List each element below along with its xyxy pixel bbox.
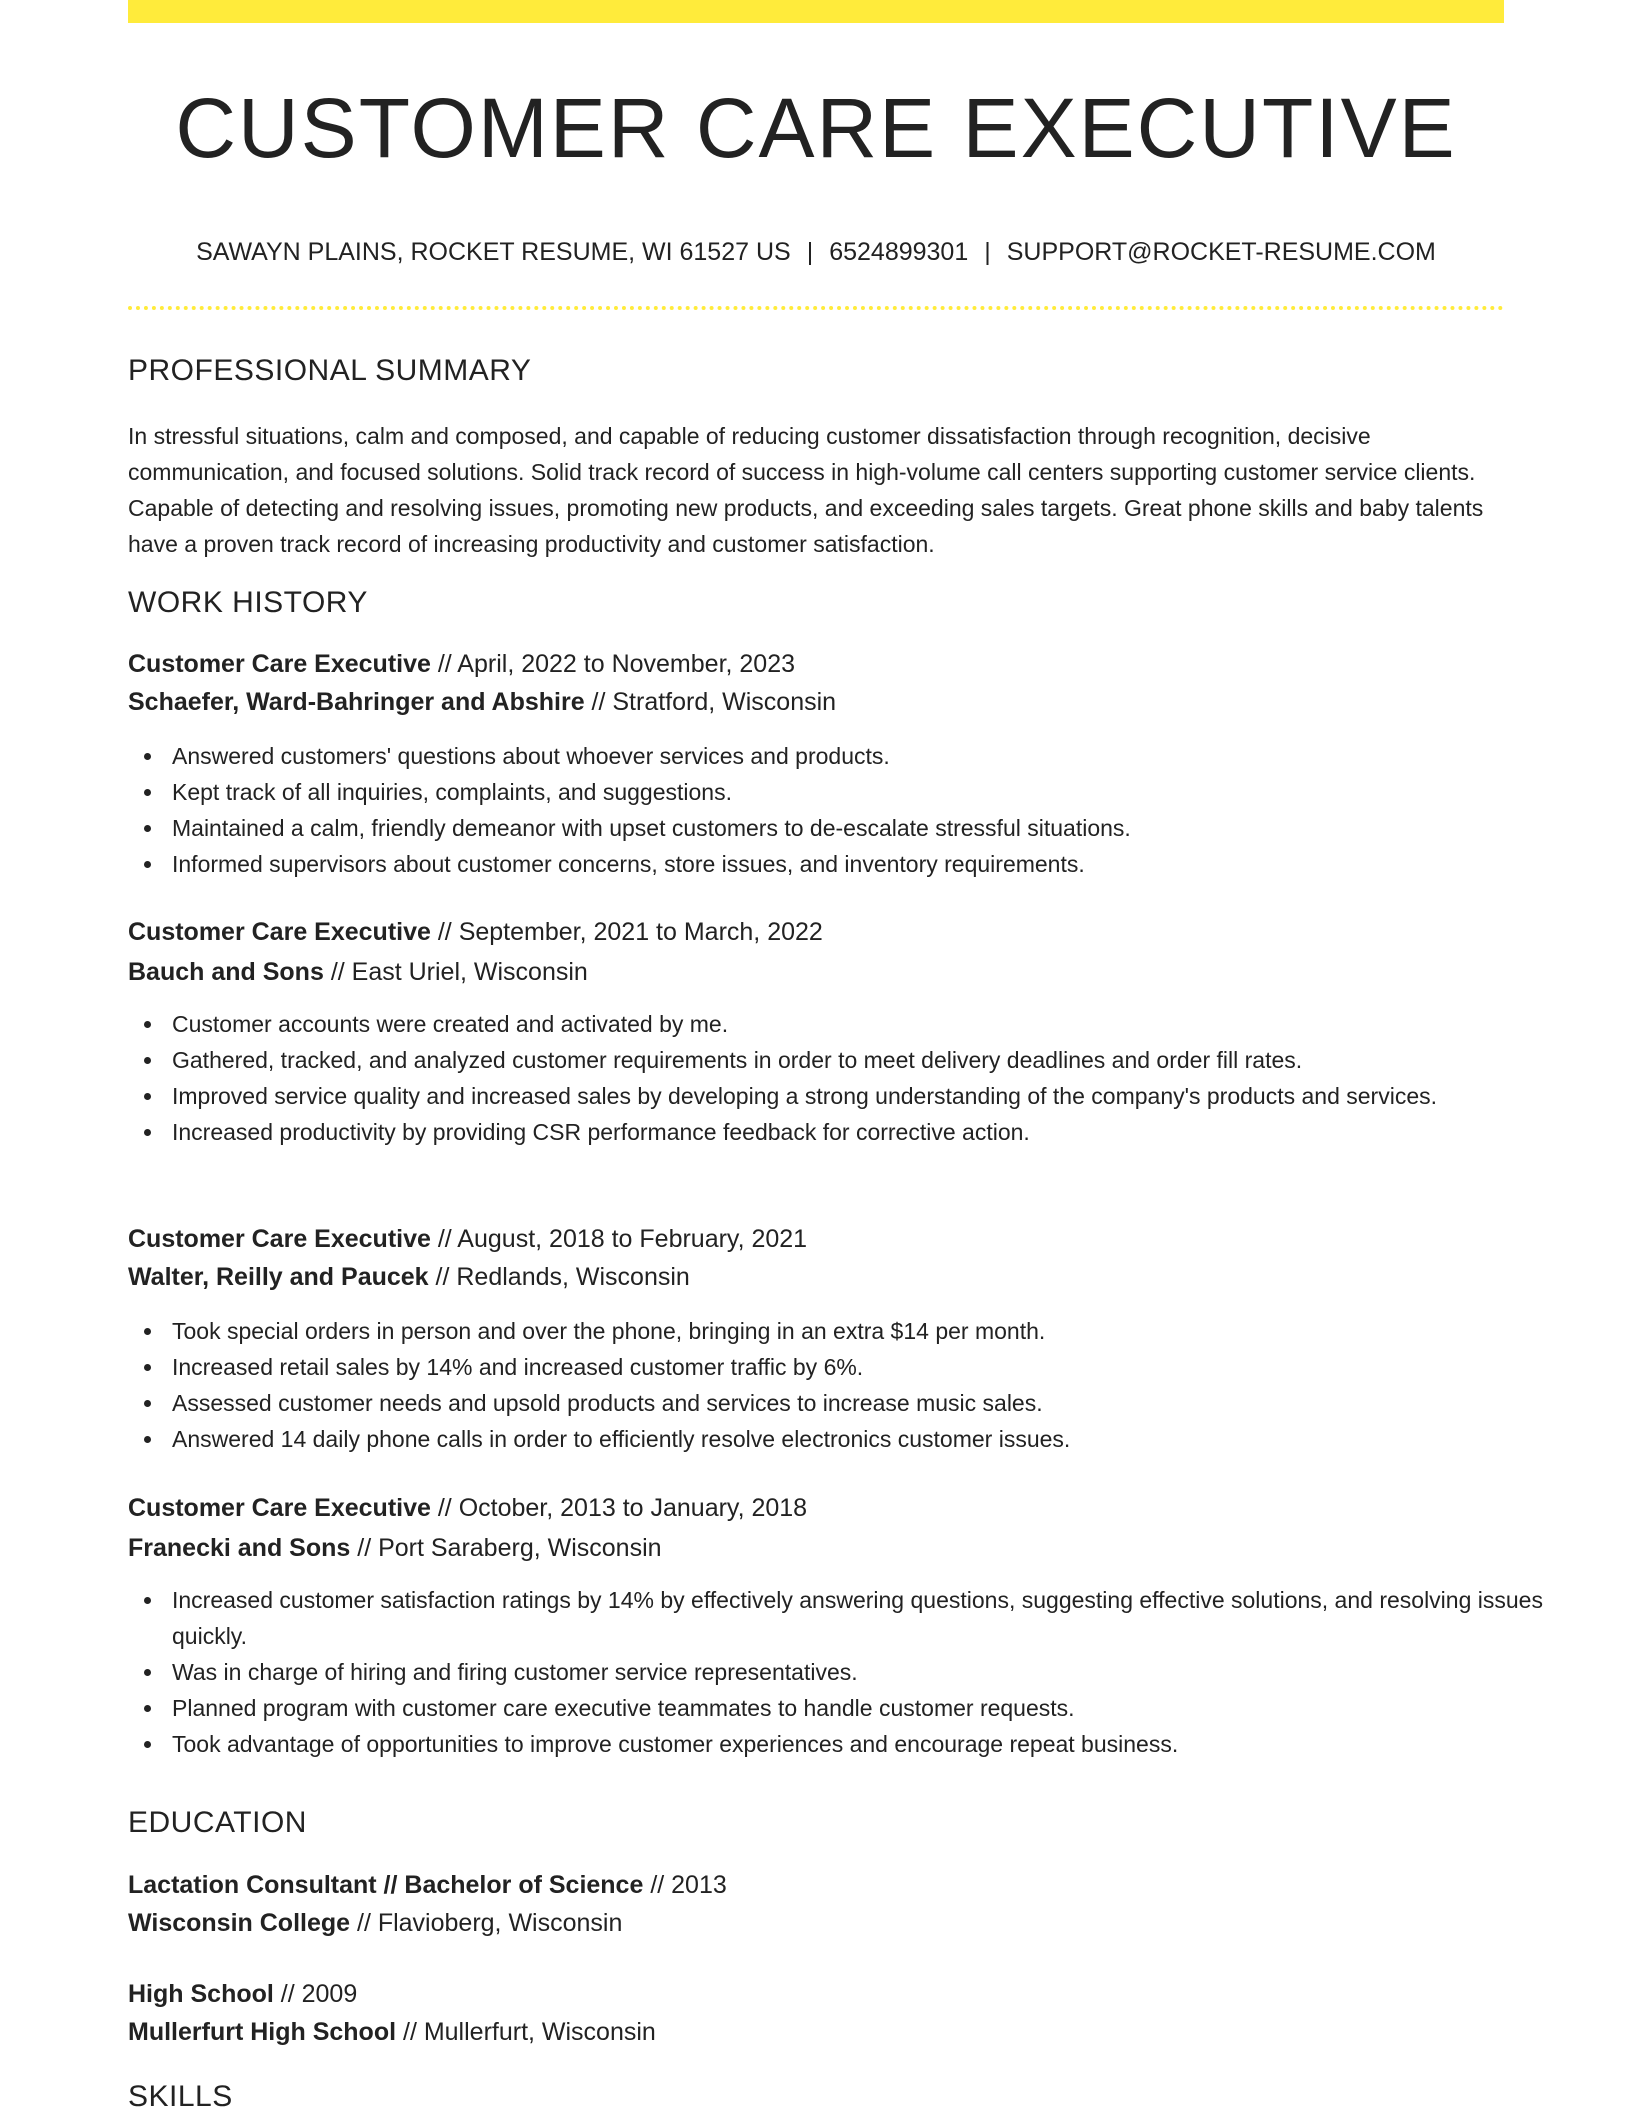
education-degree-line: [128, 1980, 357, 2009]
job-role: Customer Care Executive: [128, 1494, 431, 1522]
summary-paragraph: In stressful situations, calm and composed, and capable of reducing customer dissatisfaction through recognition, decisive communication, and focused solutions. Solid track record of success in high-volume call centers supporting customer service clients. Capable of detecting and resolving issues, promoting new products, and exceeding sales targets. Great phone skills and baby talents have a proven track record of increasing productivity and customer satisfaction.: [128, 423, 1484, 557]
contact-separator: |: [984, 238, 991, 266]
list-item: Informed supervisors about customer concerns, store issues, and inventory requirements.: [172, 846, 1548, 882]
job-company: Schaefer, Ward-Bahringer and Abshire: [128, 688, 585, 716]
contact-address: SAWAYN PLAINS, ROCKET RESUME, WI 61527 US: [196, 238, 791, 266]
job-company: Bauch and Sons: [128, 958, 324, 986]
section-title-work-history: WORK HISTORY: [128, 586, 368, 619]
job-company: Walter, Reilly and Paucek: [128, 1263, 429, 1291]
job-title-line: [128, 918, 823, 947]
list-item: Kept track of all inquiries, complaints, and suggestions.: [172, 774, 1548, 810]
dotted-divider: [128, 306, 1504, 310]
job-company-line: [128, 688, 836, 717]
job-dates: // October, 2013 to January, 2018: [430, 1494, 808, 1522]
job-role: Customer Care Executive: [128, 1225, 431, 1253]
list-item: Was in charge of hiring and firing customer service representatives.: [172, 1654, 1548, 1690]
job-dates: // April, 2022 to November, 2023: [430, 650, 796, 678]
job-location: // East Uriel, Wisconsin: [323, 958, 588, 986]
job-title-line: [128, 650, 795, 679]
job-company-line: [128, 1263, 690, 1292]
job-dates: // September, 2021 to March, 2022: [430, 918, 823, 946]
education-degree: Lactation Consultant // Bachelor of Science: [128, 1871, 644, 1899]
section-title-education: EDUCATION: [128, 1806, 307, 1839]
job-title-line: [128, 1494, 807, 1523]
list-item: Answered 14 daily phone calls in order to efficiently resolve electronics customer issues.: [172, 1421, 1548, 1457]
education-degree-line: [128, 1871, 727, 1900]
education-school: Wisconsin College: [128, 1909, 351, 1937]
job-bullet-list: [128, 1313, 1548, 1457]
education-year: // 2009: [273, 1980, 358, 2008]
list-item: Gathered, tracked, and analyzed customer requirements in order to meet delivery deadlines and order fill rates.: [172, 1042, 1548, 1078]
job-location: // Port Saraberg, Wisconsin: [350, 1534, 662, 1562]
education-year: // 2013: [643, 1871, 727, 1899]
job-title-line: [128, 1225, 807, 1254]
job-company-line: [128, 1534, 662, 1563]
list-item: Assessed customer needs and upsold products and services to increase music sales.: [172, 1385, 1548, 1421]
accent-top-bar: [128, 0, 1504, 23]
contact-line: [128, 238, 1504, 267]
job-company: Franecki and Sons: [128, 1534, 351, 1562]
job-bullet-list: [128, 738, 1548, 882]
list-item: Increased customer satisfaction ratings by 14% by effectively answering questions, suggesting effective solutions, and resolving issues quickly.: [172, 1582, 1548, 1654]
job-role: Customer Care Executive: [128, 650, 431, 678]
education-school-line: [128, 2018, 656, 2047]
list-item: Planned program with customer care executive teammates to handle customer requests.: [172, 1690, 1548, 1726]
education-degree: High School: [128, 1980, 274, 2008]
education-school: Mullerfurt High School: [128, 2018, 397, 2046]
resume-name-title: CUSTOMER CARE EXECUTIVE: [175, 81, 1457, 175]
list-item: Increased retail sales by 14% and increased customer traffic by 6%.: [172, 1349, 1548, 1385]
list-item: Answered customers' questions about whoever services and products.: [172, 738, 1548, 774]
job-location: // Redlands, Wisconsin: [428, 1263, 690, 1291]
contact-email: SUPPORT@ROCKET-RESUME.COM: [1006, 238, 1436, 266]
education-location: // Mullerfurt, Wisconsin: [396, 2018, 656, 2046]
list-item: Maintained a calm, friendly demeanor with upset customers to de-escalate stressful situations.: [172, 810, 1548, 846]
list-item: Customer accounts were created and activated by me.: [172, 1006, 1548, 1042]
education-school-line: [128, 1909, 622, 1938]
list-item: Improved service quality and increased sales by developing a strong understanding of the company's products and services.: [172, 1078, 1548, 1114]
education-location: // Flavioberg, Wisconsin: [350, 1909, 623, 1937]
job-bullet-list: [128, 1582, 1548, 1762]
contact-phone: 6524899301: [829, 238, 969, 266]
list-item: Took special orders in person and over the phone, bringing in an extra $14 per month.: [172, 1313, 1548, 1349]
section-title-skills: SKILLS: [128, 2080, 233, 2113]
job-location: // Stratford, Wisconsin: [584, 688, 837, 716]
job-company-line: [128, 958, 588, 987]
list-item: Took advantage of opportunities to improve customer experiences and encourage repeat business.: [172, 1726, 1548, 1762]
job-bullet-list: [128, 1006, 1548, 1150]
list-item: Increased productivity by providing CSR performance feedback for corrective action.: [172, 1114, 1548, 1150]
contact-separator: |: [806, 238, 814, 266]
section-title-summary: PROFESSIONAL SUMMARY: [128, 354, 532, 387]
job-dates: // August, 2018 to February, 2021: [430, 1225, 808, 1253]
job-role: Customer Care Executive: [128, 918, 431, 946]
